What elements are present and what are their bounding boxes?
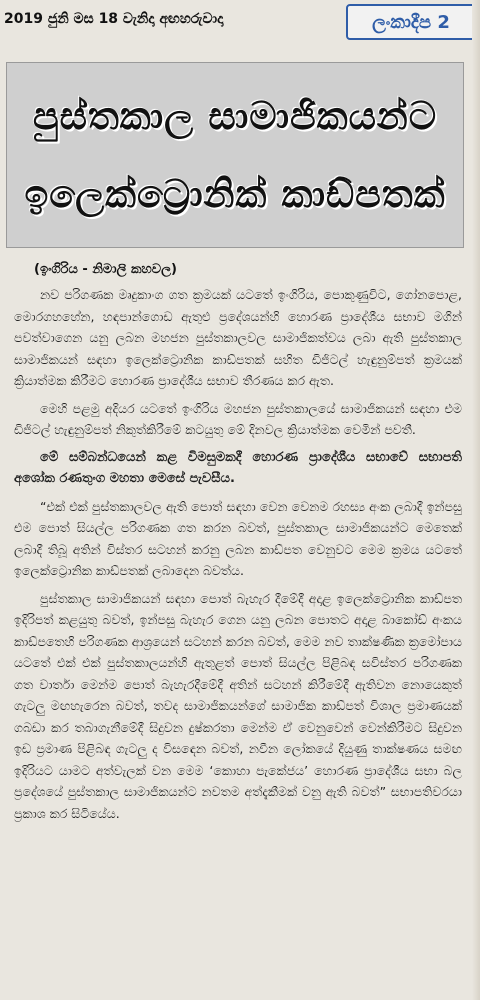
headline-line-2: ඉලෙක්ට්‍රොනික් කාඩ්පතක් — [24, 172, 446, 216]
subheading: මේ සම්බන්ධයෙන් කළ විමසුමකදී හොරණ ප්‍රාදේශීය සභාවේ සභාපති අශෝක රණතුංග මහතා මෙසේ පැවසීය. — [14, 449, 462, 486]
paragraph-2: මෙහි පළමු අදියර යටතේ ඉංගිරිය මහජන පුස්තකාලයේ සාමාජිකයන් සඳහා එම ඩිජිටල් හැඳුනුම්පත් නිකුත්කිරීමේ කටයුතු මේ දිනවල ක්‍රියාත්මක වෙමින් පවතී. — [14, 400, 462, 437]
issue-date: 2019 ජුනි මස 18 වැනිදා අඟහරුවාදා — [4, 11, 224, 27]
headline — [6, 62, 464, 248]
byline: (ඉංගිරිය - නිමාලි කහවල) — [34, 262, 177, 277]
paragraph-3: “එක් එක් පුස්තකාලවල ඇති පොත් සඳහා වෙන වෙනම රහස්‍ය අංක ලබාදී ඉන්පසු එම පොත් සියල්ල පරිගණක ගත කරන බවත්, පුස්තකාල සාමාජිකයන්ට මෙතෙක් ලබාදී තිබූ අතින් විස්තර සටහන් කරනු ලබන කාඩ්පත වෙනුවට මෙම ක්‍රමය යටතේ ඉලෙක්ට්‍රොනික කාඩ්පතක් ලබාදෙන බවත්ය. — [14, 498, 462, 578]
article-body — [14, 284, 462, 830]
paragraph-1: නව පරිගණක මෘදුකාංග ගත ක්‍රමයක් යටතේ ඉංගිරිය, පොකුණුවිට, ගෝනපොළ, මොරගහහේන, හඳපාන්ගොඩ ඇතුළු ප්‍රදේශයන්හි හොරණ ප්‍රාදේශීය සභාව මගින් පවත්වාගෙන යනු ලබන මහජන පුස්තකාලවල සාමාජිකත්වය ලබා ඇති පුස්තකාල සාමාජිකයන් සඳහා ඉලෙක්ට්‍රොනික කාඩ්පතක් සහිත ඩිජිටල් හැඳුනුම්පත් ක්‍රමයක් ක්‍රියාත්මක කිරීමට හොරණ ප්‍රාදේශීය සභාව තීරණය කර ඇත. — [14, 287, 462, 388]
newspaper-logo: ලංකාදීප 2 — [346, 4, 476, 40]
headline-line-1: පුස්තකාල සාමාජිකයන්ට — [32, 94, 438, 138]
page-edge-shadow — [472, 0, 480, 1000]
paragraph-4: පුස්තකාල සාමාජිකයන් සඳහා පොත් බැහැර දීමේදී අදාළ ඉලෙක්ට්‍රොනික කාඩ්පත ඉදිරිපත් කළයුතු බවත්, ඉන්පසු බැහැර ගෙන යනු ලබන පොතට අදාළ බාකෝඩ් අංකය කාඩ්පතෙහි පරිගණක ආශ්‍රයෙන් සටහන් කරන බවත්, මෙම නව තාක්ෂණික ක්‍රමෝපාය යටතේ එක් එක් පුස්තකාලයන්හි ඇතුළත් පොත් සියල්ල පිළිබඳ සවිස්තර පරිගණක ගත වාර්තා මෙන්ම පොත් බැහැරදීමේදී අතින් සටහන් කිරීමේදී ඇතිවන නොයෙකුත් ගැටලු මඟහැරෙන බවත්, තවද සාමාජිකයන්ගේ සාමාජික කාඩ්පත් විශාල ප්‍රමාණයක් ගබඩා කර තබාගැනීමේදී සිදුවන දුෂ්කරතා මෙන්ම ඒ වෙනුවෙන් වෙන්කිරීමට සිදුවන ඉඩ ප්‍රමාණ පිළිබඳ ගැටලු ද විසඳෙන බවත්, නවීන ලෝකයේ දියුණු තාක්ෂණය සමඟ ඉදිරියට යාමට අත්වැලක් වන මෙම ‘කොහා පැකේජය’ හොරණ ප්‍රාදේශීය සභා බල ප්‍රදේශයේ පුස්තකාල සාමාජිකයන්ට නවතම අත්දැකීමක් වනු ඇති බවත්” සභාපතිවරයා ප්‍රකාශ කර සිටියේය. — [14, 590, 462, 821]
